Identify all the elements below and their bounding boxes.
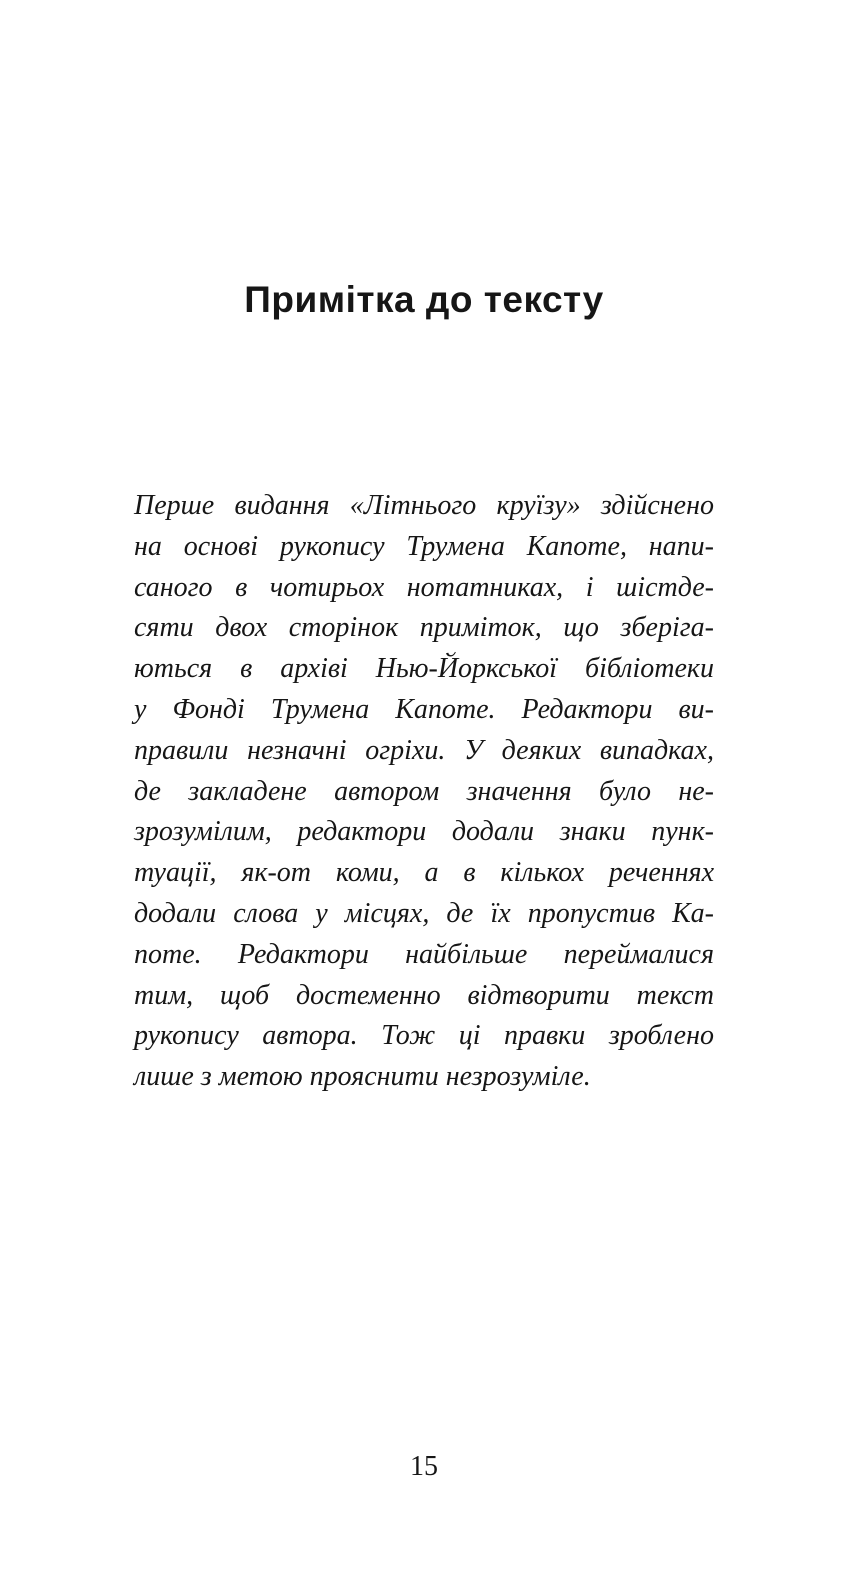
body-line: ються в архіві Нью-Йоркської бібліотеки: [134, 653, 714, 685]
body-line: правили незначні огріхи. У деяких випадках,: [134, 734, 714, 766]
page-title: Примітка до тексту: [244, 279, 604, 320]
body-line: зрозумілим, редактори додали знаки пунк-: [134, 816, 714, 848]
body-line: поте. Редактори найбільше переймалися: [134, 938, 714, 970]
body-line: Перше видання «Літнього круїзу» здійснено: [134, 490, 714, 521]
body-line: лише з метою прояснити незрозуміле.: [134, 1061, 591, 1093]
body-line: додали слова у місцях, де їх пропустив Ка-: [134, 897, 714, 929]
body-line: тим, щоб достеменно відтворити текст: [134, 979, 714, 1011]
body-line: саного в чотирьох нотатниках, і шістде-: [134, 571, 714, 603]
body-line: у Фонді Трумена Капоте. Редактори ви-: [134, 693, 714, 725]
body-line: сяти двох сторінок приміток, що зберіга-: [134, 612, 714, 644]
body-line: туації, як-от коми, а в кількох реченнях: [134, 857, 714, 889]
body-line: рукопису автора. Тож ці правки зроблено: [134, 1020, 714, 1052]
page-number: 15: [410, 1451, 438, 1482]
body-paragraph: [134, 486, 714, 1098]
body-line: на основі рукопису Трумена Капоте, напи-: [134, 530, 714, 562]
body-line: де закладене автором значення було не-: [134, 775, 714, 807]
